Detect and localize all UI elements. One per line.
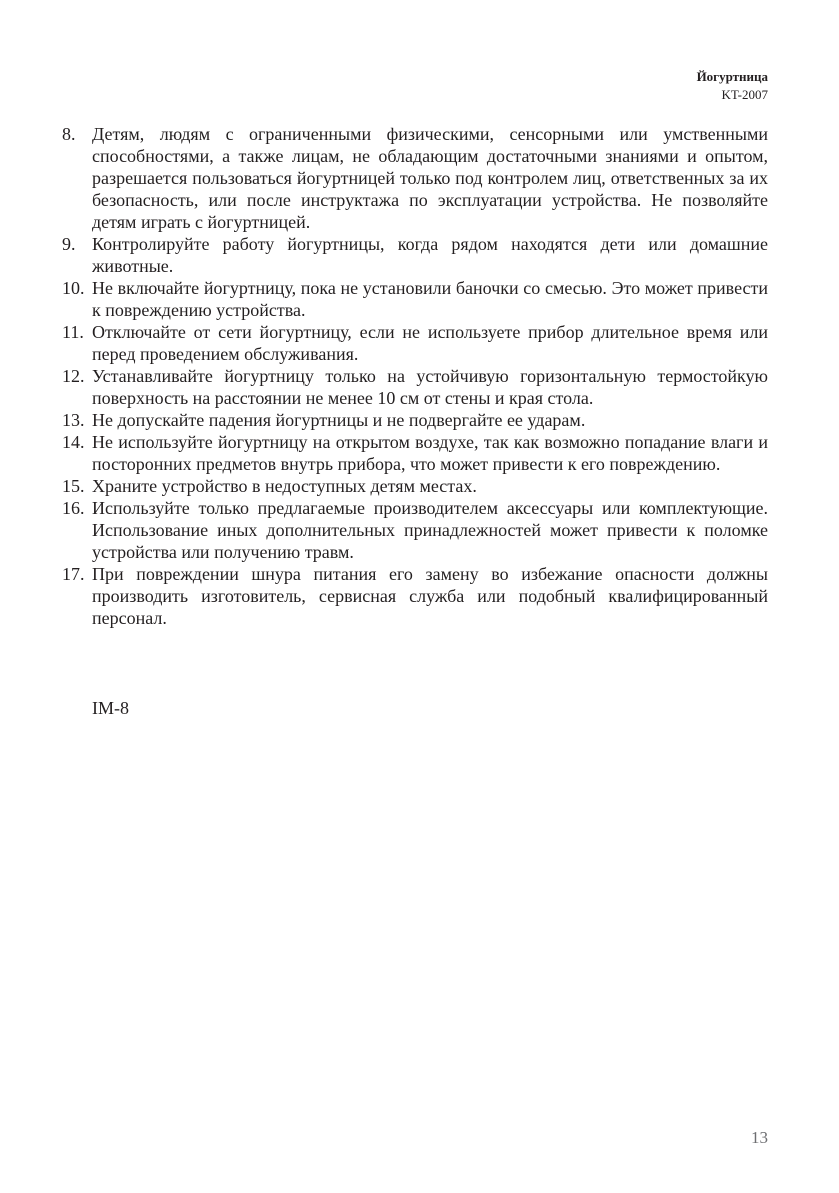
item-text: Храните устройство в недоступных детям местах. [92, 476, 477, 496]
page-number: 13 [751, 1128, 768, 1147]
item-number: 9. [62, 234, 76, 254]
item-text: Контролируйте работу йогуртницы, когда рядом находятся дети или домашние животные. [92, 234, 768, 276]
item-number: 12. [62, 366, 85, 386]
item-number: 8. [62, 124, 76, 144]
item-number: 13. [62, 410, 85, 430]
item-text: Детям, людям с ограниченными физическими, сенсорными или умственными способностями, а также лицам, не обладающим достаточными знаниями и опытом, разрешается пользоваться йогуртницей только под контролем лиц, ответственных за их безопасность, или после инструктажа по эксплуатации устройства. Не позволяйте детям играть с йогуртницей. [92, 124, 768, 232]
item-number: 10. [62, 278, 85, 298]
item-text: Используйте только предлагаемые производителем аксессуары или комплектующие. Использование иных дополнительных принадлежностей может привести к поломке устройства или получению травм. [92, 498, 768, 562]
item-text: Не включайте йогуртницу, пока не установили баночки со смесью. Это может привести к повреждению устройства. [92, 278, 768, 320]
item-text: Устанавливайте йогуртницу только на устойчивую горизонтальную термостойкую поверхность на расстоянии не менее 10 см от стены и края стола. [92, 366, 768, 408]
item-text: Не используйте йогуртницу на открытом воздухе, так как возможно попадание влаги и посторонних предметов внутрь прибора, что может привести к его повреждению. [92, 432, 768, 474]
safety-instructions-list [62, 123, 768, 629]
list-item [62, 497, 768, 563]
item-text: Не допускайте падения йогуртницы и не подвергайте ее ударам. [92, 410, 586, 430]
list-item [62, 563, 768, 629]
header-title: Йогуртница [696, 69, 768, 84]
document-code: IM-8 [92, 698, 129, 718]
list-item [62, 431, 768, 475]
item-number: 17. [62, 564, 85, 584]
list-item [62, 409, 768, 431]
list-item [62, 277, 768, 321]
list-item [62, 475, 768, 497]
list-item [62, 233, 768, 277]
item-text: При повреждении шнура питания его замену во избежание опасности должны производить изготовитель, сервисная служба или подобный квалифицированный персонал. [92, 564, 768, 628]
item-number: 11. [62, 322, 84, 342]
list-item [62, 365, 768, 409]
list-item [62, 123, 768, 233]
item-number: 15. [62, 476, 85, 496]
item-text: Отключайте от сети йогуртницу, если не используете прибор длительное время или перед проведением обслуживания. [92, 322, 768, 364]
item-number: 16. [62, 498, 85, 518]
item-number: 14. [62, 432, 85, 452]
header-model: KT-2007 [721, 87, 768, 102]
running-header [697, 68, 768, 104]
list-item [62, 321, 768, 365]
